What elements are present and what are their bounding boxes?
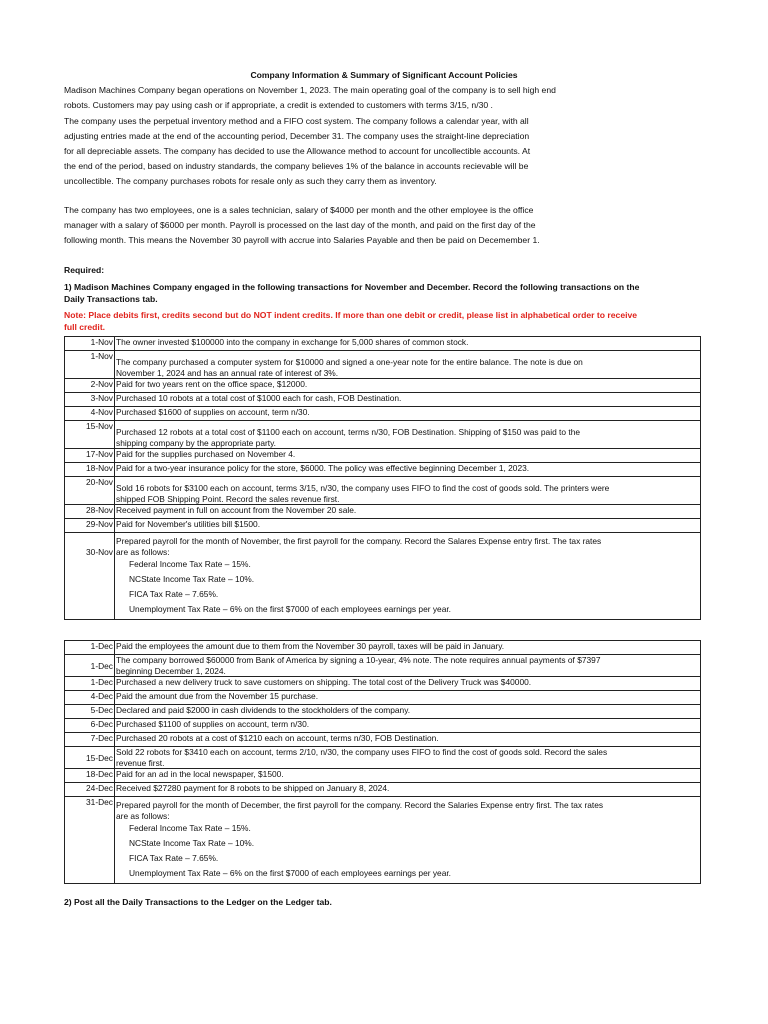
doc-title: Company Information & Summary of Significant Account Policies [250, 70, 518, 80]
description-line: Prepared payroll for the month of December, the first payroll for the company. Record the Salaries Expense entry first. The tax rates [116, 800, 604, 811]
transaction-row [65, 393, 701, 407]
text-line: Madison Machines Company began operations on November 1, 2023. The main operating goal of the company is to sell high end [64, 85, 556, 96]
transaction-row [65, 505, 701, 519]
tax-rate-item: FICA Tax Rate – 7.65%. [129, 589, 219, 600]
transaction-row [65, 641, 701, 655]
tax-rate-item: Unemployment Tax Rate – 6% on the first $7000 of each employees earnings per year. [129, 604, 452, 615]
description-line: Purchased a new delivery truck to save customers on shipping. The total cost of the Delivery Truck was $40000. [116, 677, 532, 688]
transaction-description [115, 407, 701, 421]
transaction-row [65, 747, 701, 769]
transaction-date: 18-Nov [65, 463, 115, 477]
transaction-row [65, 477, 701, 505]
description-line: Paid for two years rent on the office space, $12000. [116, 379, 308, 390]
transaction-date: 17-Nov [65, 449, 115, 463]
text-line: Daily Transactions tab. [64, 294, 158, 305]
transaction-row [65, 463, 701, 477]
transaction-description [115, 691, 701, 705]
november-transactions-table [64, 336, 701, 620]
transaction-description [115, 705, 701, 719]
description-line: Paid for November's utilities bill $1500. [116, 519, 261, 530]
text-line: the end of the period, based on industry standards, the company believes 1% of the balance in accounts recievable will be [64, 161, 529, 172]
description-line: Paid for a two-year insurance policy for the store, $6000. The policy was effective beginning December 1, 2023. [116, 463, 530, 474]
description-line: Purchased $1100 of supplies on account, term n/30. [116, 719, 310, 730]
transaction-description [115, 463, 701, 477]
tax-rate-item: Federal Income Tax Rate – 15%. [129, 559, 251, 570]
transaction-row [65, 379, 701, 393]
transaction-description [115, 641, 701, 655]
text-line: following month. This means the November 30 payroll with accrue into Salaries Payable and then be paid on Decemember 1. [64, 235, 540, 246]
company-info-paragraph [64, 83, 704, 189]
transaction-date: 6-Dec [65, 719, 115, 733]
transaction-row [65, 719, 701, 733]
payroll-row [65, 797, 701, 884]
transaction-row [65, 691, 701, 705]
description-line: are as follows: [116, 810, 170, 821]
description-line: shipping company by the appropriate party. [116, 437, 276, 448]
transaction-date: 29-Nov [65, 519, 115, 533]
tax-rates-list [129, 557, 698, 617]
tax-rate-item: Unemployment Tax Rate – 6% on the first $7000 of each employees earnings per year. [129, 868, 452, 879]
transaction-description [115, 533, 701, 620]
transaction-description [115, 747, 701, 769]
description-line: Paid for an ad in the local newspaper, $1500. [116, 769, 284, 780]
description-line: revenue first. [116, 757, 165, 768]
description-line: Purchased 20 robots at a cost of $1210 each on account, terms n/30, FOB Destination. [116, 733, 439, 744]
tax-rate-item: NCState Income Tax Rate – 10%. [129, 574, 255, 585]
transaction-description [115, 783, 701, 797]
transaction-description [115, 505, 701, 519]
text-line: for all depreciable assets. The company has decided to use the Allowance method to account for uncollectible accounts. At [64, 146, 531, 157]
description-line: Sold 22 robots for $3410 each on account, terms 2/10, n/30, the company uses FIFO to find the cost of goods sold. Record the sales [116, 747, 608, 758]
transaction-description [115, 769, 701, 783]
transaction-row [65, 705, 701, 719]
description-line: shipped FOB Shipping Point. Record the sales revenue first. [116, 493, 340, 504]
transaction-description [115, 337, 701, 351]
transaction-row [65, 519, 701, 533]
transaction-row [65, 421, 701, 449]
transaction-row [65, 337, 701, 351]
transaction-date: 4-Nov [65, 407, 115, 421]
description-line: Sold 16 robots for $3100 each on account, terms 3/15, n/30, the company uses FIFO to find the cost of goods sold. The printers were [116, 483, 610, 494]
transaction-date: 31-Dec [65, 797, 115, 884]
transaction-description [115, 677, 701, 691]
transaction-row [65, 733, 701, 747]
description-line: are as follows: [116, 546, 170, 557]
text-line: adjusting entries made at the end of the accounting period, December 31. The company uses the straight-line depreciation [64, 130, 530, 141]
transaction-date: 3-Nov [65, 393, 115, 407]
text-line: Note: Place debits first, credits second but do NOT indent credits. If more than one debit or credit, please list in alphabetical order to receive [64, 310, 638, 321]
transaction-description [115, 393, 701, 407]
transaction-description [115, 655, 701, 677]
text-line: robots. Customers may pay using cash or if appropriate, a credit is extended to customers with terms 3/15, n/30 . [64, 100, 493, 111]
tax-rates-list [129, 821, 698, 881]
description-line: Received payment in full on account from the November 20 sale. [116, 505, 357, 516]
transaction-date: 2-Nov [65, 379, 115, 393]
transaction-description [115, 519, 701, 533]
transaction-row [65, 783, 701, 797]
required-label: Required: [64, 265, 105, 276]
transaction-description [115, 797, 701, 884]
transaction-date: 1-Dec [65, 677, 115, 691]
transaction-row [65, 677, 701, 691]
transaction-description [115, 449, 701, 463]
tax-rate-item: FICA Tax Rate – 7.65%. [129, 853, 219, 864]
text-line: full credit. [64, 322, 106, 333]
tax-rate-item: Federal Income Tax Rate – 15%. [129, 823, 251, 834]
text-line: manager with a salary of $6000 per month. Payroll is processed on the last day of the month, and paid on the first day of the [64, 219, 536, 230]
description-line: November 1, 2024 and has an annual rate of interest of 3%. [116, 367, 339, 378]
red-note [64, 309, 704, 333]
description-line: The company borrowed $60000 from Bank of America by signing a 10-year, 4% note. The note requires annual payments of $7397 [116, 655, 601, 666]
description-line: Paid the amount due from the November 15 purchase. [116, 691, 319, 702]
transaction-date: 7-Dec [65, 733, 115, 747]
transaction-date: 1-Nov [65, 337, 115, 351]
transaction-date: 15-Dec [65, 747, 115, 769]
description-line: Purchased 10 robots at a total cost of $1000 each for cash, FOB Destination. [116, 393, 402, 404]
text-line: The company uses the perpetual inventory method and a FIFO cost system. The company follows a calendar year, with all [64, 115, 529, 126]
question-2: 2) Post all the Daily Transactions to the Ledger on the Ledger tab. [64, 897, 332, 908]
question-1 [64, 281, 704, 305]
description-line: Purchased 12 robots at a total cost of $1100 each on account, terms n/30, FOB Destination. Shipping of $150 was paid to the [116, 427, 581, 438]
transaction-date: 5-Dec [65, 705, 115, 719]
transaction-date: 30-Nov [65, 533, 115, 620]
transaction-row [65, 655, 701, 677]
transaction-row [65, 449, 701, 463]
transaction-date: 1-Nov [65, 351, 115, 379]
transaction-row [65, 407, 701, 421]
transaction-date: 24-Dec [65, 783, 115, 797]
description-line: Declared and paid $2000 in cash dividends to the stockholders of the company. [116, 705, 411, 716]
transaction-date: 18-Dec [65, 769, 115, 783]
transaction-row [65, 351, 701, 379]
description-line: The company purchased a computer system for $10000 and signed a one-year note for the entire balance. The note is due on [116, 357, 583, 368]
transaction-date: 4-Dec [65, 691, 115, 705]
transaction-description [115, 379, 701, 393]
transaction-description [115, 719, 701, 733]
text-line: The company has two employees, one is a sales technician, salary of $4000 per month and the other employee is the office [64, 204, 534, 215]
description-line: Paid for the supplies purchased on November 4. [116, 449, 296, 460]
text-line: 1) Madison Machines Company engaged in the following transactions for November and December. Record the following transactions on the [64, 282, 640, 293]
text-line: uncollectible. The company purchases robots for resale only as such they carry them as inventory. [64, 176, 437, 187]
transaction-date: 20-Nov [65, 477, 115, 505]
description-line: beginning December 1, 2024. [116, 665, 226, 676]
tax-rate-item: NCState Income Tax Rate – 10%. [129, 838, 255, 849]
transaction-description [115, 733, 701, 747]
employees-paragraph [64, 203, 704, 249]
transaction-description [115, 477, 701, 505]
transaction-date: 1-Dec [65, 655, 115, 677]
december-transactions-table [64, 640, 701, 884]
transaction-date: 1-Dec [65, 641, 115, 655]
transaction-description [115, 351, 701, 379]
description-line: Paid the employees the amount due to them from the November 30 payroll, taxes will be paid in January. [116, 641, 505, 652]
transaction-date: 28-Nov [65, 505, 115, 519]
assignment-document [64, 68, 704, 911]
payroll-row [65, 533, 701, 620]
description-line: The owner invested $100000 into the company in exchange for 5,000 shares of common stock. [116, 337, 469, 348]
description-line: Received $27280 payment for 8 robots to be shipped on January 8, 2024. [116, 783, 390, 794]
transaction-description [115, 421, 701, 449]
transaction-date: 15-Nov [65, 421, 115, 449]
description-line: Purchased $1600 of supplies on account, term n/30. [116, 407, 310, 418]
description-line: Prepared payroll for the month of November, the first payroll for the company. Record the Salares Expense entry first. The tax rates [116, 536, 602, 547]
transaction-row [65, 769, 701, 783]
